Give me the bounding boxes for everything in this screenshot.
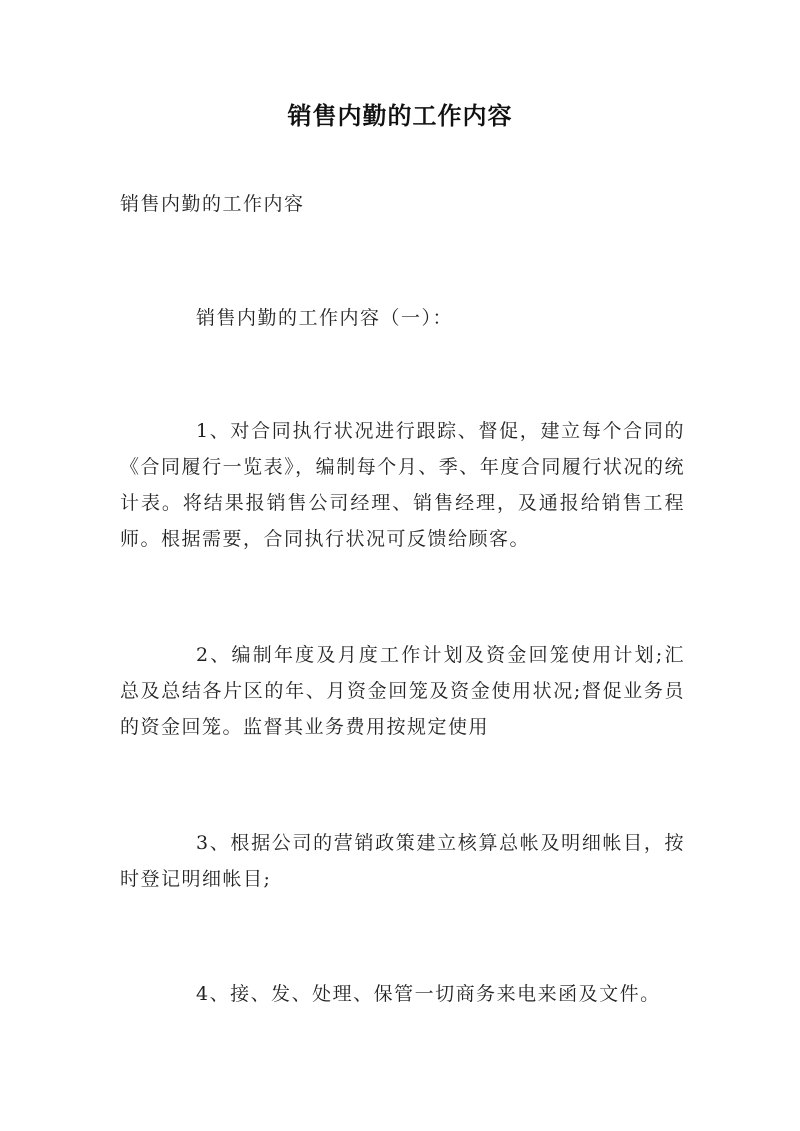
document-title: 销售内勤的工作内容 bbox=[287, 102, 513, 130]
document-subtitle: 销售内勤的工作内容 bbox=[120, 193, 305, 215]
section-heading: 销售内勤的工作内容（一）： bbox=[196, 307, 454, 329]
list-item-1: 1、对合同执行状况进行跟踪、督促，建立每个合同的《合同履行一览表》，编制每个月、季、年度合同履行状况的统计表。将结果报销售公司经理、销售经理，及通报给销售工程师。根据需要，合同执行状况可反馈给顾客。 bbox=[120, 420, 685, 550]
list-item-4: 4、接、发、处理、保管一切商务来电来函及文件。 bbox=[196, 983, 661, 1005]
list-item-3: 3、根据公司的营销政策建立核算总帐及明细帐目，按时登记明细帐目; bbox=[120, 832, 685, 890]
list-item-2: 2、编制年度及月度工作计划及资金回笼使用计划;汇总及总结各片区的年、月资金回笼及资金使用状况;督促业务员的资金回笼。监督其业务费用按规定使用 bbox=[120, 644, 685, 738]
